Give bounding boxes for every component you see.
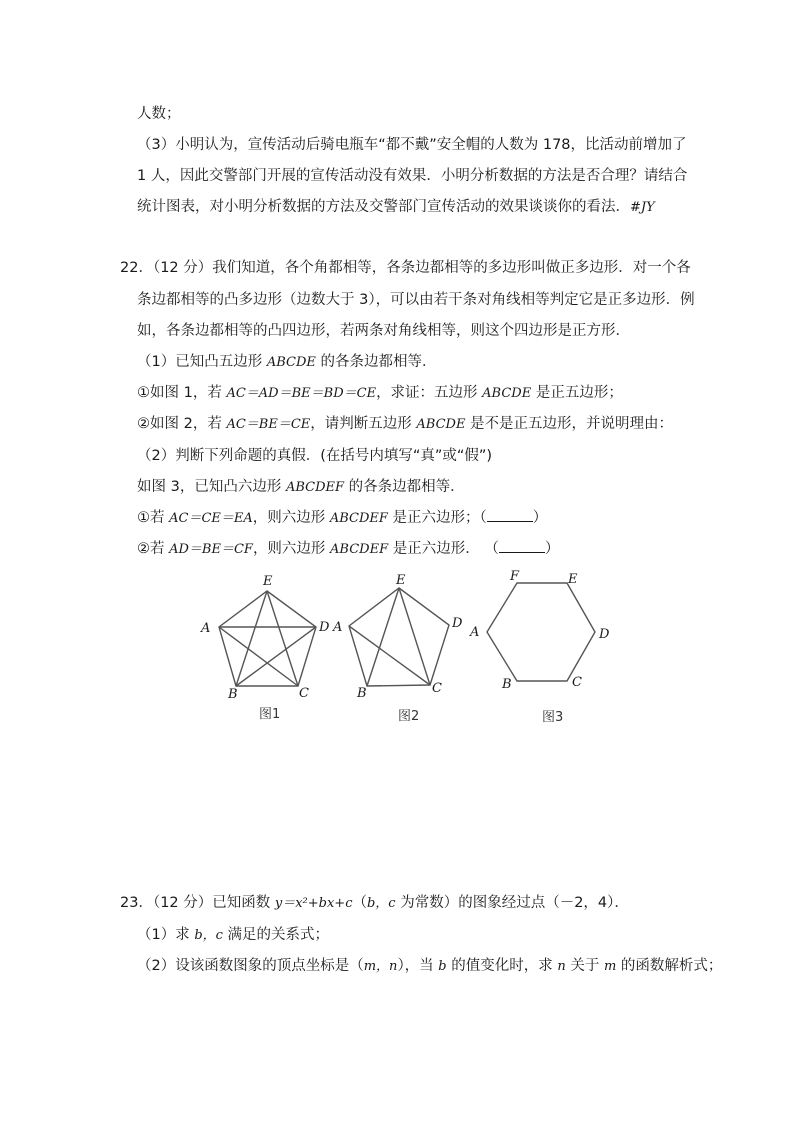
q22-part2-figure-ref: 如图 3，已知凸六边形 ABCDEF 的各条边都相等．: [137, 479, 465, 495]
q22-case2: ②如图 2，若 AC＝BE＝CE，请判断五边形 ABCDE 是不是正五边形，并说明理由：: [137, 416, 674, 432]
fig2-caption: 图2: [398, 709, 420, 724]
diagonal-CE: [399, 588, 430, 685]
q22-case1: ①如图 1，若 AC＝AD＝BE＝BD＝CE，求证：五边形 ABCDE 是正五边形；: [137, 385, 623, 401]
diagonal-CE: [267, 591, 298, 686]
fig3-caption: 图3: [542, 710, 564, 725]
fig2-label-D: D: [452, 616, 463, 631]
fig3-label-B: B: [502, 677, 512, 692]
fig1-label-A: A: [201, 621, 211, 636]
fig2-label-E: E: [396, 573, 406, 588]
fig2-label-B: B: [357, 686, 367, 701]
q21-mark: #JY: [630, 200, 655, 215]
diagonal-AC: [219, 627, 298, 686]
q21-line-people: 人数；: [137, 106, 181, 122]
q22-intro-line3: 如，各条边都相等的凸四边形，若两条对角线相等，则这个四边形是正方形．: [137, 323, 630, 339]
fig3-label-F: F: [510, 569, 520, 584]
fig3-label-D: D: [599, 627, 610, 642]
fig3-label-A: A: [470, 625, 480, 640]
fig3-label-C: C: [572, 675, 582, 690]
figure-2: [349, 588, 449, 686]
q22-statement2: ②若 AD＝BE＝CF，则六边形 ABCDEF 是正六边形． （ ）: [137, 541, 560, 557]
fig1-caption: 图1: [259, 707, 281, 722]
q22-statement1: ①若 AC＝CE＝EA，则六边形 ABCDEF 是正六边形；（ ）: [137, 510, 548, 526]
diagonal-BD: [236, 627, 316, 686]
figure-3: [487, 583, 595, 681]
q22-part1: （1）已知凸五边形 ABCDE 的各条边都相等．: [137, 354, 437, 370]
q21-part3-line3: 统计图表，对小明分析数据的方法及交警部门宣传活动的效果谈谈你的看法．#JY: [137, 199, 655, 215]
fig1-label-D: D: [319, 620, 330, 635]
diagonal-AC: [349, 626, 430, 685]
fig1-label-C: C: [299, 686, 309, 701]
fig1-label-B: B: [228, 687, 238, 702]
q23-part1: （1）求 b，c 满足的关系式；: [137, 927, 330, 943]
diagonal-BE: [367, 588, 399, 686]
q21-part3-line2: 1 人，因此交警部门开展的宣传活动没有效果．小明分析数据的方法是否合理？请结合: [137, 168, 688, 184]
diagonal-BE: [236, 591, 267, 686]
q21-part3-line1: （3）小明认为，宣传活动后骑电瓶车“都不戴”安全帽的人数为 178，比活动前增加了: [137, 137, 687, 153]
q23-part2: （2）设该函数图象的顶点坐标是（m，n），当 b 的值变化时，求 n 关于 m 的函数解析式；: [137, 958, 723, 974]
q22-intro-line2: 条边都相等的凸多边形（边数大于 3），可以由若干条对角线相等判定它是正多边形．例: [137, 292, 695, 308]
hexagon-outline: [487, 583, 595, 681]
q22-intro-line1: 22．（12 分）我们知道，各个角都相等，各条边都相等的多边形叫做正多边形．对一个各: [120, 260, 691, 276]
figure-1: [219, 591, 316, 686]
q22-part2: （2）判断下列命题的真假．(在括号内填写“真”或“假”): [137, 448, 493, 464]
fig1-label-E: E: [263, 574, 273, 589]
fig2-label-A: A: [333, 620, 343, 635]
fig3-label-E: E: [568, 572, 578, 587]
q23-intro: 23．（12 分）已知函数 y＝x²+bx+c（b，c 为常数）的图象经过点（－2，4）．: [120, 895, 629, 911]
fig2-label-C: C: [432, 681, 442, 696]
